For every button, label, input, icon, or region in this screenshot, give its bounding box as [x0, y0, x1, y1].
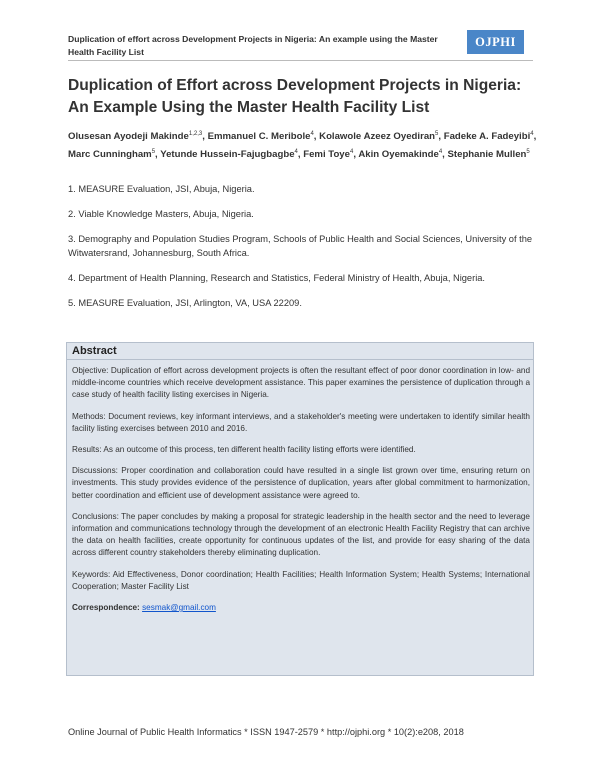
- affiliation-list: [68, 182, 538, 321]
- affiliation-item: 3. Demography and Population Studies Program, Schools of Public Health and Social Sciences, University of the Witwatersrand, Johannesburg, South Africa.: [68, 234, 533, 258]
- author: Akin Oyemakinde$^4$: [358, 148, 443, 160]
- affiliation-item: 1. MEASURE Evaluation, JSI, Abuja, Nigeria.: [68, 184, 255, 194]
- affiliation-item: 4. Department of Health Planning, Research and Statistics, Federal Ministry of Health, Abuja, Nigeria.: [68, 273, 486, 283]
- header-divider: [68, 60, 533, 61]
- author: Marc Cunningham$^5$: [68, 148, 156, 160]
- abstract-keywords: Keywords: Aid Effectiveness, Donor coordination; Health Facilities; Health Information System; Health Systems; International Cooperation; Master Facility List: [72, 569, 530, 591]
- author: Olusesan Ayodeji Makinde$^{1,2,3}$: [68, 131, 203, 143]
- abstract-box: [66, 342, 534, 676]
- affiliation-item: 2. Viable Knowledge Masters, Abuja, Nigeria.: [68, 209, 254, 219]
- abstract-conclusions: Conclusions: The paper concludes by making a proposal for strategic leadership in the health sector and the need to leverage information and communications technology through the development of an electronic Health Facility Registry that can archive the data on health facilities, create opportunity for continuous updates of the list, and provide for easy sharing of the data across different country stakeholders thereby eliminating duplication.: [72, 511, 530, 558]
- author: Femi Toye$^4$: [303, 148, 354, 160]
- author: Yetunde Hussein-Fajugbagbe$^4$: [160, 148, 298, 160]
- abstract-heading: Abstract: [67, 343, 533, 360]
- paper-title: Duplication of Effort across Development Projects in Nigeria: An Example Using the Master Health Facility List: [68, 77, 522, 116]
- correspondence-email-link[interactable]: sesmak@gmail.com: [142, 603, 216, 613]
- affiliation-item: 5. MEASURE Evaluation, JSI, Arlington, VA, USA 22209.: [68, 298, 302, 308]
- correspondence: [72, 602, 530, 614]
- abstract-body: [72, 365, 530, 623]
- author: Stephanie Mullen$^5$: [447, 148, 530, 160]
- running-title: Duplication of effort across Development Projects in Nigeria: An example using the Master Health Facility List: [68, 34, 438, 57]
- abstract-objective: Objective: Duplication of effort across development projects is often the resultant effect of poor donor coordination in low- and middle-income countries which receive development assistance. This paper examines the persistence of duplication through a case study of health facility listing exercises in Nigeria.: [72, 366, 530, 400]
- page-footer: Online Journal of Public Health Informatics * ISSN 1947-2579 * http://ojphi.org * 10(2):e208, 2018: [68, 727, 464, 737]
- abstract-discussions: Discussions: Proper coordination and collaboration could have resulted in a single list grown over time, ensuring return on investments. This study provides evidence of the persistence of duplication, years after global commitment to harmonization, better coordination and efficient use of development assistance were agreed to.: [72, 466, 530, 500]
- author-list: Olusesan Ayodeji Makinde$^{1,2,3}$, Emmanuel C. Meribole$^4$, Kolawole Azeez Oyediran$^5$, Fadeke A. Fadeyibi$^4$, Marc Cunningham$^5$, Yetunde Hussein-Fajugbagbe$^4$, Femi Toye$^4$, Akin Oyemakinde$^4$, Stephanie Mullen$^5$: [68, 131, 537, 160]
- journal-logo: OJPHI: [467, 30, 524, 54]
- author: Fadeke A. Fadeyibi$^4$: [443, 131, 534, 143]
- author: Kolawole Azeez Oyediran$^5$: [319, 131, 439, 143]
- author: Emmanuel C. Meribole$^4$: [207, 131, 314, 143]
- abstract-methods: Methods: Document reviews, key informant interviews, and a stakeholder's meeting were undertaken to identify similar health facility listing exercises between 2010 and 2016.: [72, 411, 530, 433]
- abstract-results: Results: As an outcome of this process, ten different health facility listing efforts were identified.: [72, 445, 416, 455]
- correspondence-label: Correspondence:: [72, 603, 140, 613]
